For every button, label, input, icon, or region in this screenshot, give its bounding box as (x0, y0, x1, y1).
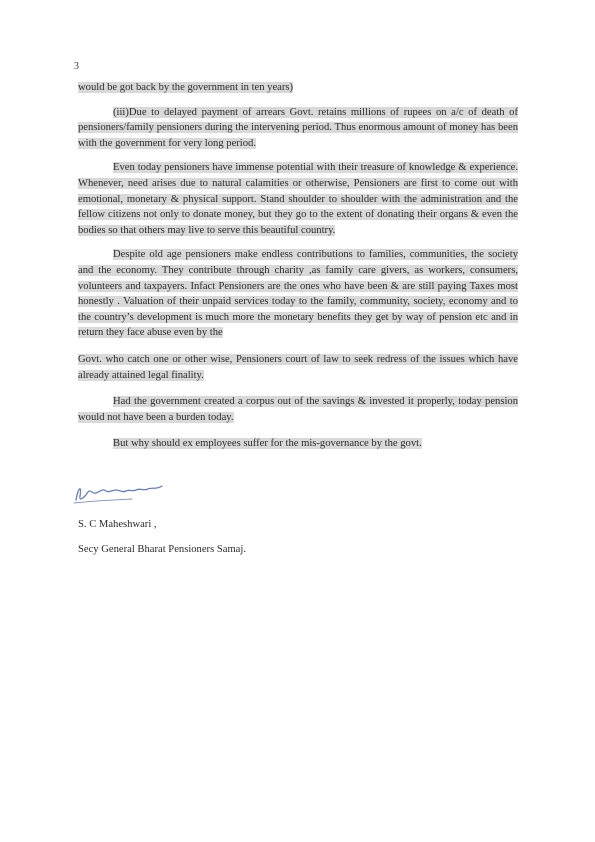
paragraph-closing-question: But why should ex employees suffer for the mis-governance by the govt. (113, 438, 422, 450)
signature-image (72, 478, 172, 508)
letter-body (78, 80, 518, 464)
paragraph-continuation: would be got back by the government in ten years) (78, 82, 294, 93)
paragraph-potential: Even today pensioners have immense potential with their treasure of knowledge & experience. Whenever, need arises due to natural calamities or otherwise, Pensioners are first to come out with emotional, monetary & physical support. Stand shoulder to shoulder with the administration and the fellow citizens not only to donate money, but they go to the extent of donating their organs & even the bodies so that others may live to serve this beautiful country. (78, 162, 518, 236)
signatory-title: Secy General Bharat Pensioners Samaj. (78, 544, 246, 555)
signatory-name: S. C Maheshwari , (78, 519, 157, 530)
paragraph-govt-abuse: Govt. who catch one or other wise, Pensioners court of law to seek redress of the issues which have already attained legal finality. (78, 353, 518, 381)
page-number: 3 (74, 61, 79, 72)
paragraph-corpus: Had the government created a corpus out of the savings & invested it properly, today pension would not have been a burden today. (78, 396, 518, 423)
paragraph-arrears: (iii)Due to delayed payment of arrears Govt. retains millions of rupees on a/c of death of pensioners/family pensioners during the intervening period. Thus enormous amount of money has been with the government for very long period. (78, 106, 518, 149)
paragraph-contributions: Despite old age pensioners make endless contributions to families, communities, the society and the economy. They contribute through charity ,as family care givers, as workers, consumers, volunteers and taxpayers. Infact Pensioners are the ones who have been & are still paying Taxes most honestly . Valuation of their unpaid services today to the family, community, society, economy and to the country’s development is much more the monetary benefits they get by way of pension etc and in return they face abuse even by the (78, 249, 518, 339)
